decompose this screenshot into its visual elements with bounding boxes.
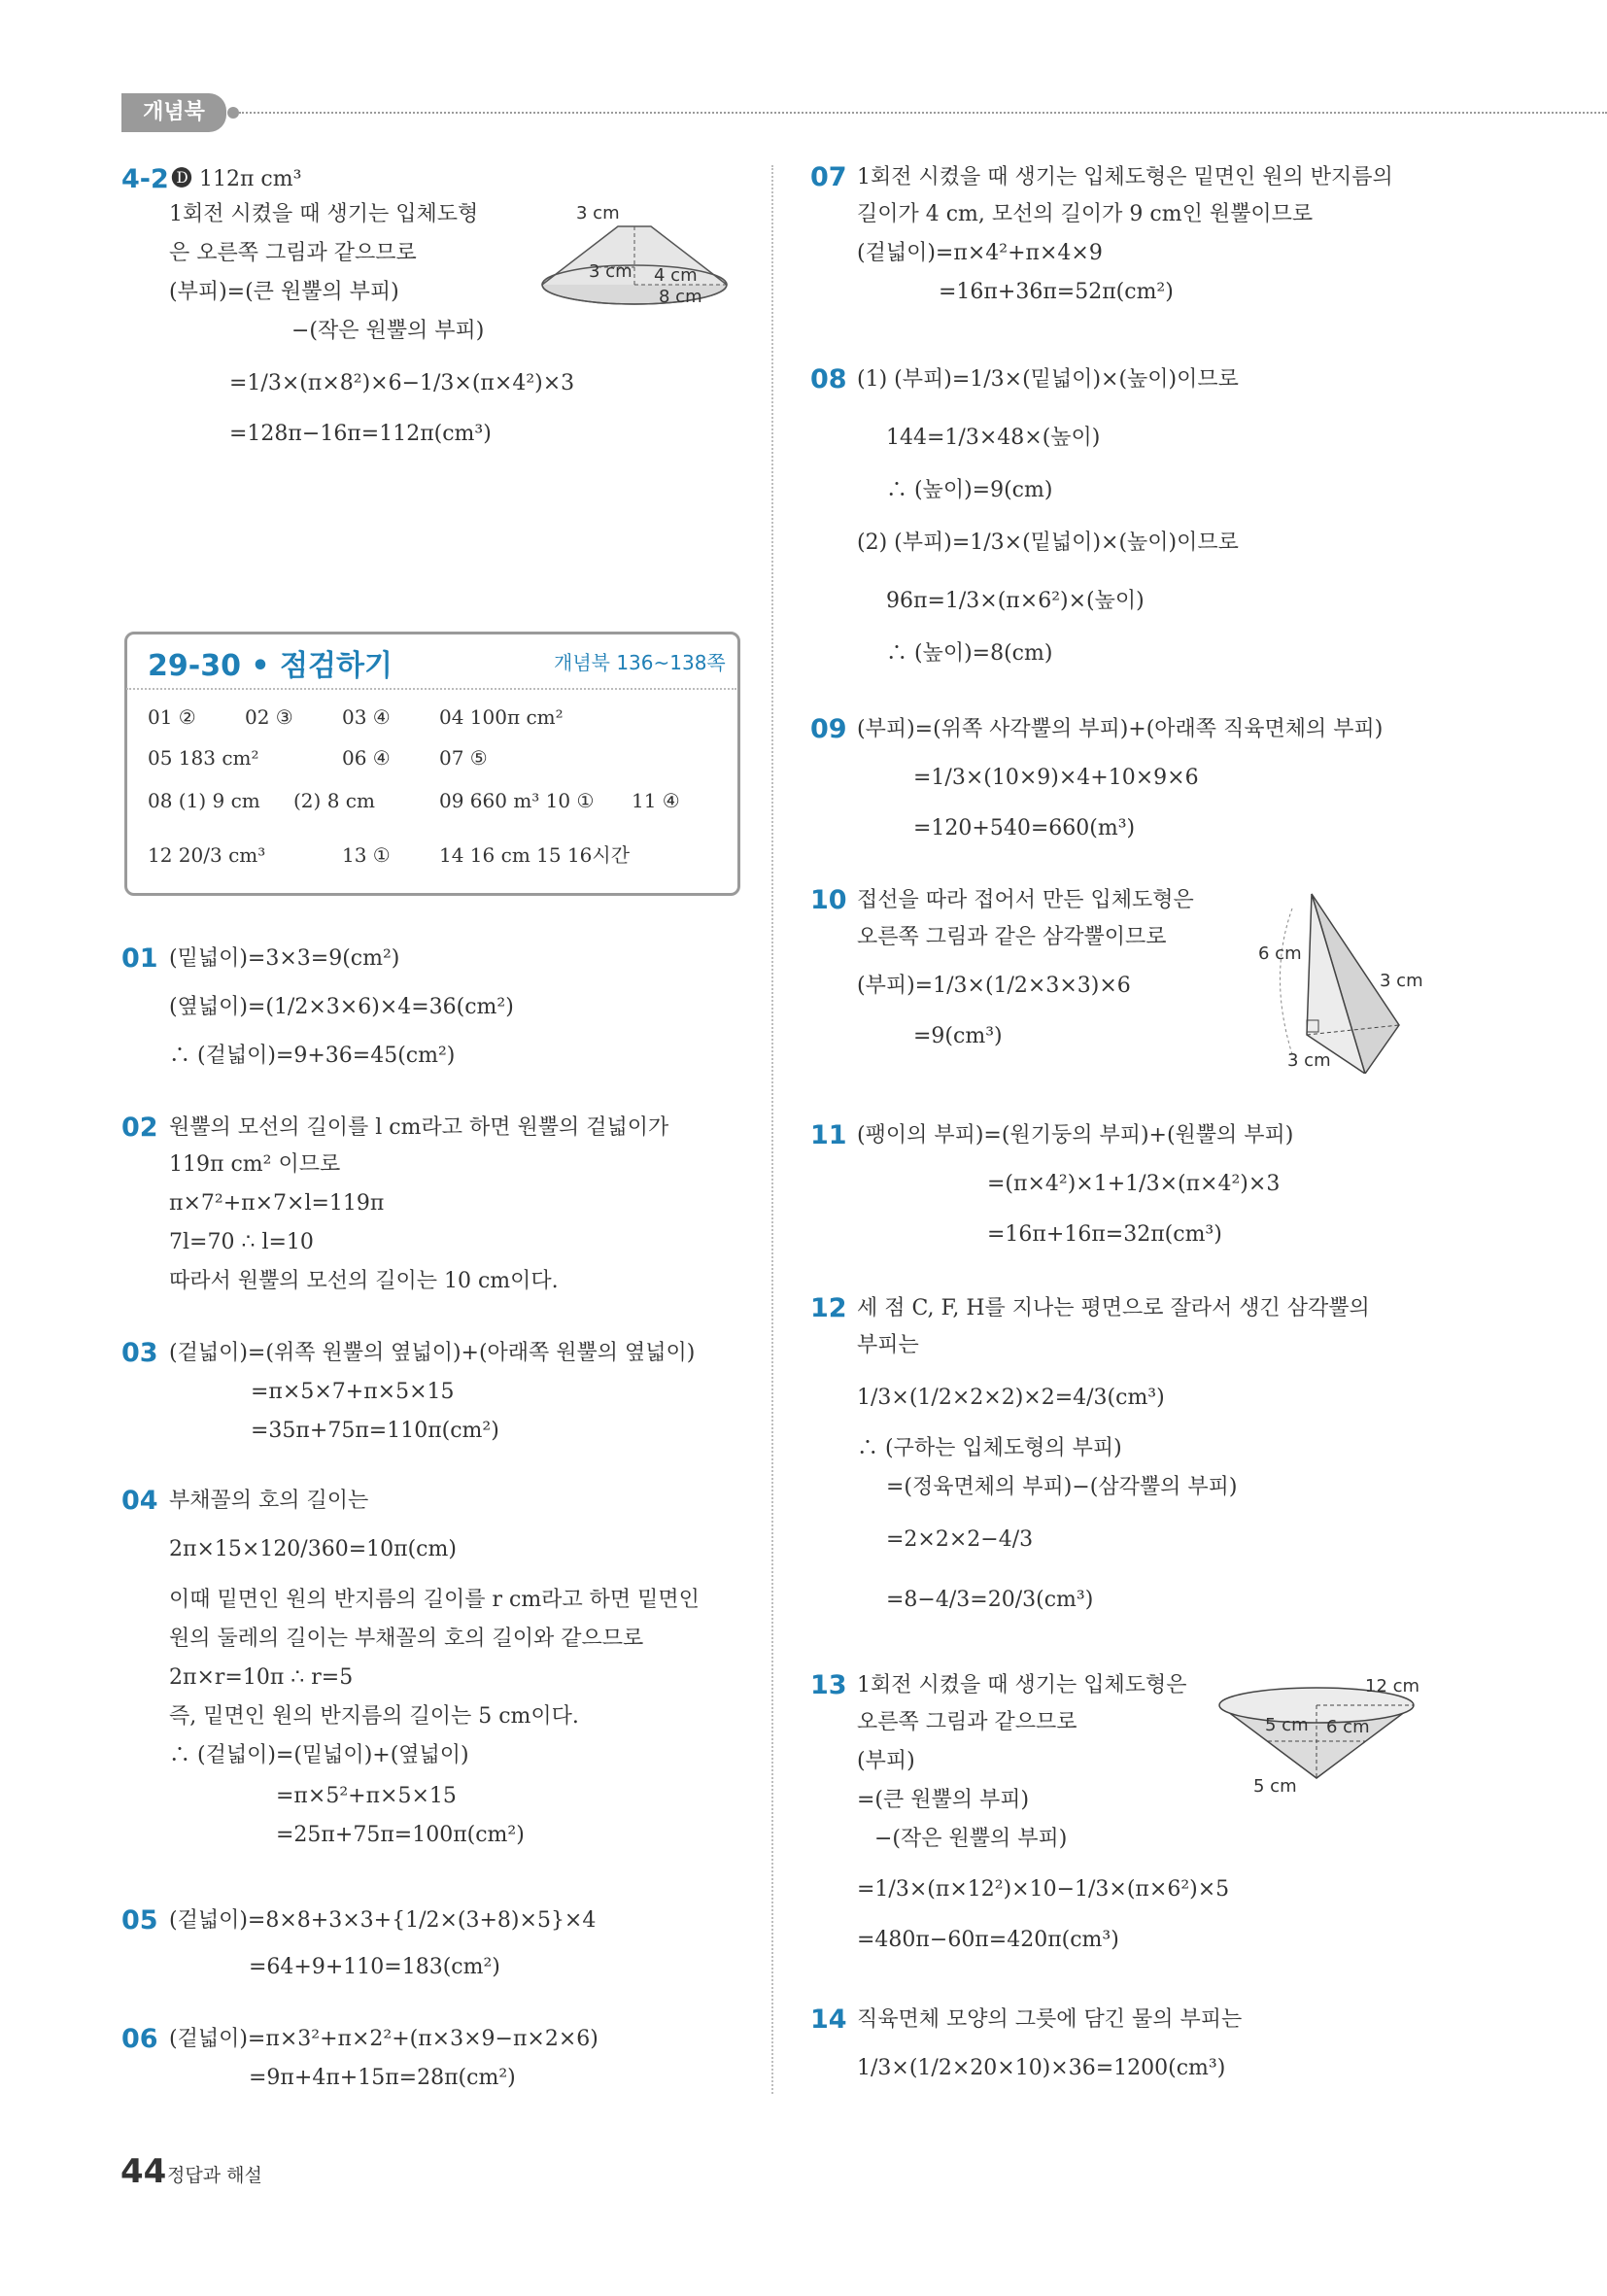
solution-line: =64+9+110=183(cm²) (249, 1955, 500, 1979)
solution-line: 오른쪽 그림과 같으므로 (857, 1710, 1077, 1734)
solution-line: =9π+4π+15π=28π(cm²) (249, 2066, 516, 2090)
solution-line: 은 오른쪽 그림과 같으므로 (169, 241, 417, 265)
solution-line: π×7²+π×7×l=119π (169, 1191, 385, 1216)
solution-line: (부피)=(위쪽 사각뿔의 부피)+(아래쪽 직육면체의 부피) (857, 717, 1384, 741)
problem-number: 06 (121, 2024, 158, 2054)
figure-label: 5 cm (1253, 1776, 1297, 1797)
solution-line: =π×5×7+π×5×15 (251, 1380, 455, 1404)
solution-line: −(작은 원뿔의 부피) (874, 1827, 1068, 1851)
solution-line: −(작은 원뿔의 부피) (291, 319, 485, 343)
answer-item: 07 ⑤ (439, 746, 488, 770)
solution-line: =8−4/3=20/3(cm³) (886, 1588, 1094, 1612)
solution-line: ∴ (높이)=9(cm) (886, 478, 1053, 502)
solution-line: 1/3×(1/2×2×2)×2=4/3(cm³) (857, 1386, 1165, 1410)
solution-line: ∴ (겉넓이)=(밑넓이)+(옆넓이) (169, 1743, 469, 1767)
header-rule (239, 112, 1607, 114)
figure-label: 6 cm (1326, 1717, 1370, 1737)
answer-item: 12 20/3 cm³ (148, 843, 266, 867)
problem-number: 01 (121, 943, 158, 974)
solution-line: =128π−16π=112π(cm³) (229, 422, 492, 446)
solution-line: 1/3×(1/2×20×10)×36=1200(cm³) (857, 2056, 1226, 2080)
solution-line: 119π cm² 이므로 (169, 1152, 341, 1177)
section-tag: 개념북 (121, 93, 226, 132)
figure-label: 8 cm (659, 287, 702, 307)
solution-line: ∴ (높이)=8(cm) (886, 641, 1053, 666)
solution-line: 부피는 (857, 1333, 919, 1357)
solution-line: ∴ (겉넓이)=9+36=45(cm²) (169, 1044, 456, 1068)
problem-number: 14 (810, 2005, 847, 2035)
solution-line: (팽이의 부피)=(원기둥의 부피)+(원뿔의 부피) (857, 1123, 1294, 1148)
solution-line: 7l=70 ∴ l=10 (169, 1230, 314, 1254)
answer-item: (2) 8 cm (293, 789, 375, 812)
figure-label: 6 cm (1258, 943, 1302, 964)
frustum-figure (532, 199, 736, 316)
solution-line: (부피)=1/3×(1/2×3×3)×6 (857, 974, 1131, 998)
problem-number: 4-2 (121, 164, 169, 194)
problem-number: 04 (121, 1486, 158, 1516)
box-reference: 개념북 136~138쪽 (554, 651, 726, 674)
solution-line: =120+540=660(m³) (913, 816, 1136, 840)
box-title: 29-30 • 점검하기 (148, 649, 393, 683)
solution-line: (겉넓이)=8×8+3×3+{1/2×(3+8)×5}×4 (169, 1908, 597, 1933)
solution-line: 오른쪽 그림과 같은 삼각뿔이므로 (857, 925, 1167, 949)
answer-item: 14 16 cm 15 16시간 (439, 843, 631, 867)
solution-line: 접선을 따라 접어서 만든 입체도형은 (857, 888, 1194, 912)
solution-line: =π×5²+π×5×15 (276, 1784, 457, 1808)
inverted-cone-figure (1214, 1671, 1438, 1798)
solution-line: 1회전 시켰을 때 생기는 입체도형은 (857, 1673, 1187, 1697)
answer-item: 01 ② (148, 705, 196, 729)
problem-number: 02 (121, 1113, 158, 1143)
solution-line: (2) (부피)=1/3×(밑넓이)×(높이)이므로 (857, 531, 1239, 555)
solution-line: (밑넓이)=3×3=9(cm²) (169, 946, 400, 971)
solution-line: (겉넓이)=π×4²+π×4×9 (857, 241, 1103, 265)
figure-label: 12 cm (1365, 1676, 1420, 1696)
footer-label: 정답과 해설 (167, 2165, 262, 2186)
figure-label: 3 cm (576, 203, 620, 223)
solution-line: 2π×r=10π ∴ r=5 (169, 1665, 354, 1690)
solution-line: =(큰 원뿔의 부피) (857, 1788, 1030, 1812)
solution-line: =25π+75π=100π(cm²) (276, 1823, 525, 1847)
solution-line: 길이가 4 cm, 모선의 길이가 9 cm인 원뿔이므로 (857, 202, 1314, 226)
solution-line: (부피) (857, 1749, 915, 1773)
solution-line: (겉넓이)=(위쪽 원뿔의 옆넓이)+(아래쪽 원뿔의 옆넓이) (169, 1341, 696, 1365)
problem-number: 13 (810, 1670, 847, 1700)
solution-line: 144=1/3×48×(높이) (886, 426, 1101, 450)
solution-line: (옆넓이)=(1/2×3×6)×4=36(cm²) (169, 995, 514, 1019)
answer-item: 13 ① (342, 843, 391, 867)
figure-label: 3 cm (1287, 1050, 1331, 1071)
solution-line: (부피)=(큰 원뿔의 부피) (169, 280, 399, 304)
triangular-pyramid-figure (1253, 889, 1438, 1074)
problem-number: 08 (810, 364, 847, 394)
figure-label: 4 cm (654, 265, 698, 286)
solution-line: =16π+36π=52π(cm²) (939, 280, 1174, 304)
solution-line: 세 점 C, F, H를 지나는 평면으로 잘라서 생긴 삼각뿔의 (857, 1296, 1370, 1320)
answer-text: 🅓 112π cm³ (171, 167, 302, 191)
problem-number: 11 (810, 1120, 847, 1150)
answer-item: 03 ④ (342, 705, 391, 729)
solution-line: 원의 둘레의 길이는 부채꼴의 호의 길이와 같으므로 (169, 1627, 644, 1651)
figure-label: 3 cm (589, 261, 633, 282)
solution-line: =1/3×(10×9)×4+10×9×6 (913, 766, 1199, 790)
solution-line: =1/3×(π×12²)×10−1/3×(π×6²)×5 (857, 1877, 1230, 1902)
figure-label: 3 cm (1380, 971, 1423, 991)
solution-line: 2π×15×120/360=10π(cm) (169, 1537, 457, 1561)
solution-line: =480π−60π=420π(cm³) (857, 1928, 1119, 1952)
solution-line: =16π+16π=32π(cm³) (987, 1222, 1222, 1247)
problem-number: 09 (810, 714, 847, 744)
solution-line: =2×2×2−4/3 (886, 1527, 1034, 1552)
answer-item: 08 (1) 9 cm (148, 789, 260, 812)
solution-line: 직육면체 모양의 그릇에 담긴 물의 부피는 (857, 2007, 1243, 2032)
answer-item: 06 ④ (342, 746, 391, 770)
solution-line: =(π×4²)×1+1/3×(π×4²)×3 (987, 1172, 1281, 1196)
problem-number: 12 (810, 1293, 847, 1323)
answer-item: 04 100π cm² (439, 705, 564, 729)
box-rule (126, 688, 736, 690)
answer-item: 11 ④ (632, 789, 680, 812)
solution-line: 1회전 시켰을 때 생기는 입체도형 (169, 202, 479, 226)
answer-item: 02 ③ (245, 705, 293, 729)
solution-line: (1) (부피)=1/3×(밑넓이)×(높이)이므로 (857, 367, 1239, 392)
solution-line: 따라서 원뿔의 모선의 길이는 10 cm이다. (169, 1269, 559, 1293)
solution-line: 부채꼴의 호의 길이는 (169, 1489, 369, 1513)
solution-line: =9(cm³) (913, 1024, 1003, 1048)
problem-number: 03 (121, 1338, 158, 1368)
solution-line: 즉, 밑면인 원의 반지름의 길이는 5 cm이다. (169, 1704, 579, 1729)
answer-item: 09 660 m³ 10 ① (439, 789, 595, 812)
problem-number: 10 (810, 885, 847, 915)
solution-line: =1/3×(π×8²)×6−1/3×(π×4²)×3 (229, 371, 575, 395)
page-number: 44 (120, 2152, 167, 2191)
tag-dot (227, 107, 239, 119)
solution-line: =(정육면체의 부피)−(삼각뿔의 부피) (886, 1475, 1238, 1499)
problem-number: 07 (810, 162, 847, 192)
solution-line: 1회전 시켰을 때 생기는 입체도형은 밑면인 원의 반지름의 (857, 165, 1393, 189)
figure-label: 5 cm (1265, 1715, 1309, 1735)
solution-line: 96π=1/3×(π×6²)×(높이) (886, 589, 1145, 613)
answer-item: 05 183 cm² (148, 746, 259, 770)
solution-line: 이때 밑면인 원의 반지름의 길이를 r cm라고 하면 밑면인 (169, 1588, 700, 1612)
problem-number: 05 (121, 1905, 158, 1936)
solution-line: ∴ (구하는 입체도형의 부피) (857, 1436, 1122, 1460)
column-divider (771, 165, 773, 2094)
solution-line: 원뿔의 모선의 길이를 l cm라고 하면 원뿔의 겉넓이가 (169, 1115, 669, 1140)
solution-line: =35π+75π=110π(cm²) (251, 1419, 499, 1443)
solution-line: (겉넓이)=π×3²+π×2²+(π×3×9−π×2×6) (169, 2027, 598, 2051)
